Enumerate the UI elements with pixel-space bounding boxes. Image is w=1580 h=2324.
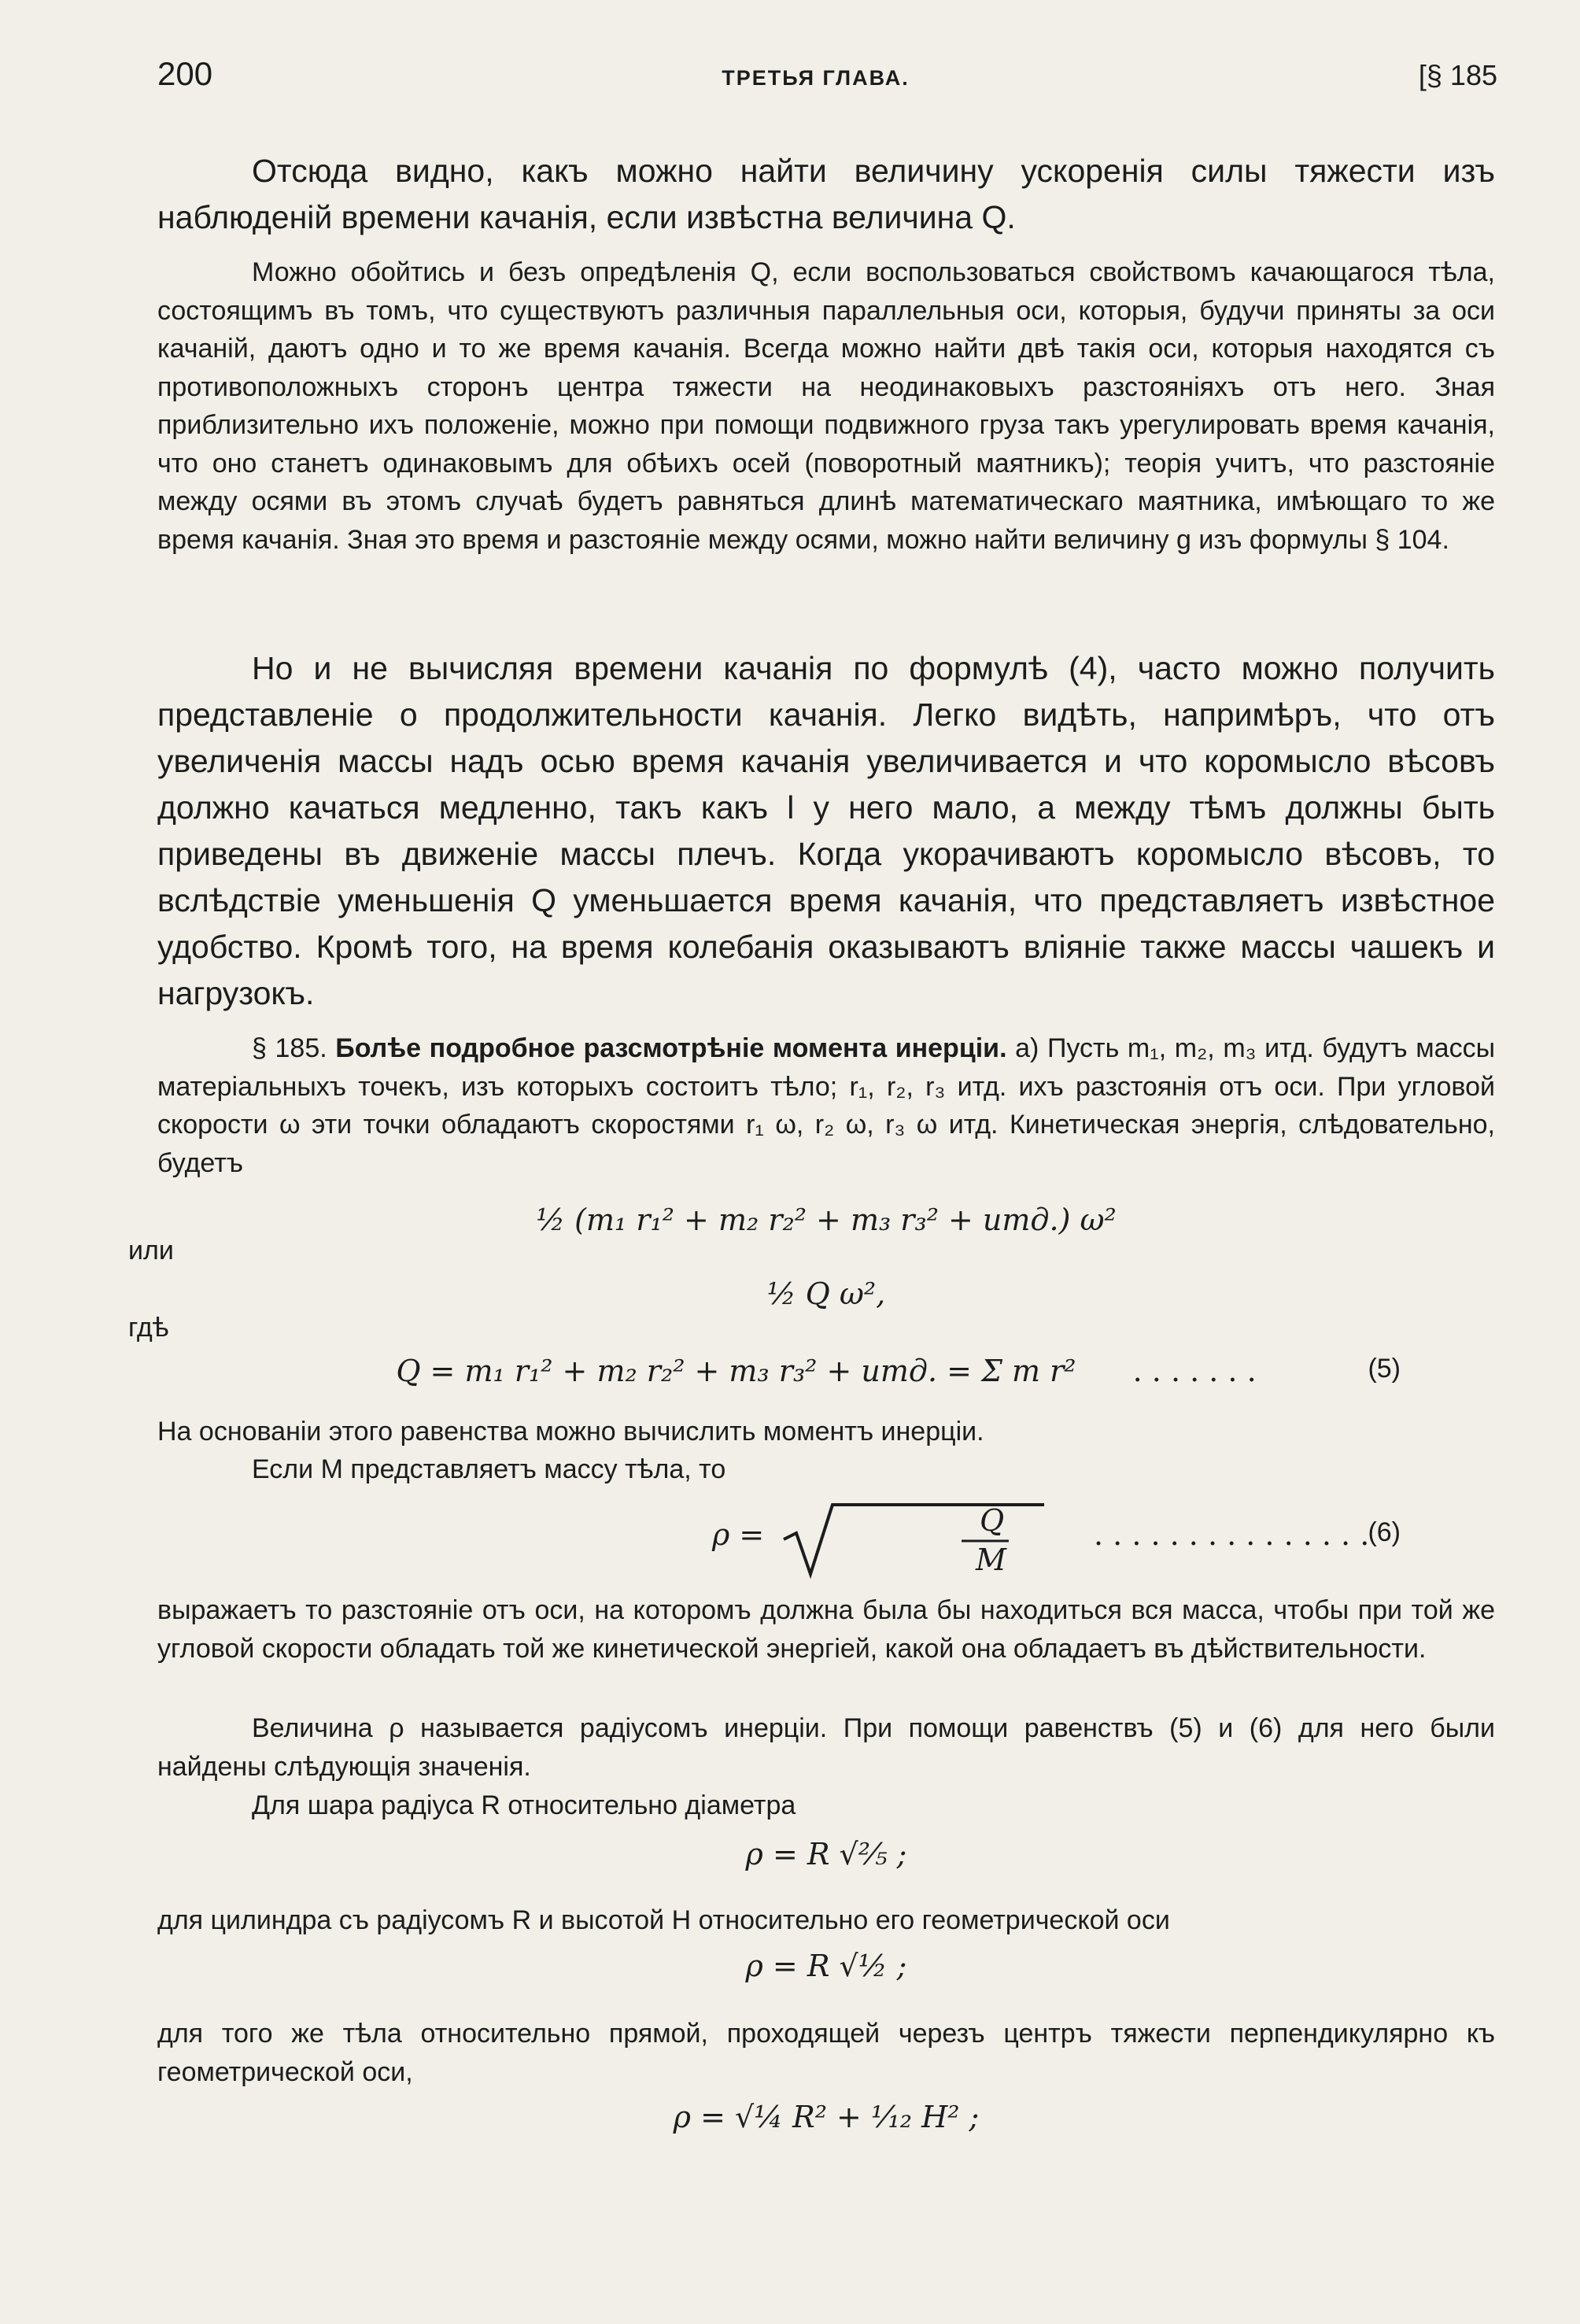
equation-number-5: (5) xyxy=(1368,1354,1401,1384)
paragraph-8: Величина ρ называется радіусомъ инерціи. При помощи равенствъ (5) и (6) для него были найдены слѣдующія значенія. xyxy=(157,1713,1495,1782)
chapter-title: ТРЕТЬЯ ГЛАВА. xyxy=(722,66,910,90)
fraction-numerator: Q xyxy=(980,1503,1005,1538)
equation-number-6: (6) xyxy=(1368,1517,1401,1547)
section-number: § 185. xyxy=(252,1033,327,1063)
formula-kinetic-energy: ½ (m₁ r₁² + m₂ r₂² + m₃ r₃² + итд.) ω² xyxy=(536,1203,1117,1237)
section-title: Болѣе подробное разсмотрѣніе момента инерціи. xyxy=(335,1033,1007,1063)
formula-5 xyxy=(157,1354,1495,1388)
paragraph-11: для того же тѣла относительно прямой, проходящей черезъ центръ тяжести перпендикулярно къ геометрической оси, xyxy=(157,2019,1495,2087)
formula-6-lhs: ρ = xyxy=(712,1517,765,1552)
formula-5-body: Q = m₁ r₁² + m₂ r₂² + m₃ r₃² + итд. = Σ m r² xyxy=(396,1354,1076,1388)
section-185-paragraph xyxy=(157,1029,1495,1182)
paragraph-10: для цилиндра съ радіусомъ R и высотой H относительно его геометрической оси xyxy=(157,1905,1170,1935)
formula-half-q-omega: ½ Q ω², xyxy=(766,1277,886,1311)
page-number: 200 xyxy=(157,55,213,92)
square-root-sign xyxy=(781,1502,1048,1580)
paragraph-7: выражаетъ то разстояніе отъ оси, на которомъ должна была бы находиться вся масса, чтобы при той же угловой скорости обладать той же кинетической энергіей, какой она обладаетъ въ дѣйствительности. xyxy=(157,1595,1495,1664)
running-header xyxy=(157,55,1497,102)
formula-6 xyxy=(157,1502,1495,1580)
paragraph-3: Но и не вычисляя времени качанія по формулѣ (4), часто можно получить представленіе о продолжительности качанія. Легко видѣть, напримѣръ, что отъ увеличенія массы надъ осью время качанія увеличивается и что коромысло вѣсовъ должно качаться медленно, такъ какъ l у него мало, а между тѣмъ должны быть приведены въ движеніе массы плечъ. Когда укорачиваютъ коромысло вѣсовъ, то вслѣдствіе уменьшенія Q уменьшается время качанія, что представляетъ извѣстное удобство. Кромѣ того, на время колебанія оказываютъ вліяніе также массы чашекъ и нагрузокъ. xyxy=(157,650,1495,1011)
paragraph-2: Можно обойтись и безъ опредѣленія Q, если воспользоваться свойствомъ качающагося тѣла, состоящимъ въ томъ, что существуютъ различныя параллельныя оси, которыя, будучи приняты за оси качаній, даютъ одно и то же время качанія. Всегда можно найти двѣ такія оси, которыя находятся съ противоположныхъ сторонъ центра тяжести на неодинаковыхъ разстояніяхъ отъ него. Зная приблизительно ихъ положеніе, можно при помощи подвижного груза такъ урегулировать время качанія, что оно станетъ одинаковымъ для обѣихъ осей (поворотный маятникъ); теорія учитъ, что разстояніе между осями въ этомъ случаѣ будетъ равняться длинѣ математическаго маятника, имѣющаго то же время качанія. Зная это время и разстояніе между осями, можно найти величину g изъ формулы § 104. xyxy=(157,257,1495,555)
formula-cylinder-axis: ρ = R √½ ; xyxy=(745,1949,907,1983)
paragraph-1: Отсюда видно, какъ можно найти величину ускоренія силы тяжести изъ наблюденій времени качанія, если извѣстна величина Q. xyxy=(157,153,1495,235)
section-reference: [§ 185 xyxy=(1418,59,1497,91)
formula-6-dots: . . . . . . . . . . . . . . . xyxy=(1094,1517,1370,1552)
section-intro-text: а) Пусть m₁, m₂, m₃ итд. будутъ массы матеріальныхъ точекъ, изъ которыхъ состоитъ тѣло; r₁, r₂, r₃ итд. ихъ разстоянія отъ оси. При угловой скорости ω эти точки обладаютъ скоростями r₁ ω, r₂ ω, r₃ ω итд. Кинетическая энергія, слѣдовательно, будетъ xyxy=(157,1033,1496,1178)
formula-cylinder-perpendicular: ρ = √¼ R² + ¹⁄₁₂ H² ; xyxy=(673,2100,980,2134)
word-gde: гдѣ xyxy=(128,1313,169,1343)
paragraph-6: Если M представляетъ массу тѣла, то xyxy=(252,1454,726,1484)
formula-sphere: ρ = R √²⁄₅ ; xyxy=(745,1837,907,1871)
formula-5-dots: . . . . . . . xyxy=(1132,1354,1257,1388)
paragraph-5: На основаніи этого равенства можно вычислить моментъ инерціи. xyxy=(157,1417,984,1446)
word-ili: или xyxy=(128,1236,174,1265)
fraction-denominator: M xyxy=(976,1543,1006,1577)
paragraph-9: Для шара радіуса R относительно діаметра xyxy=(252,1790,796,1820)
